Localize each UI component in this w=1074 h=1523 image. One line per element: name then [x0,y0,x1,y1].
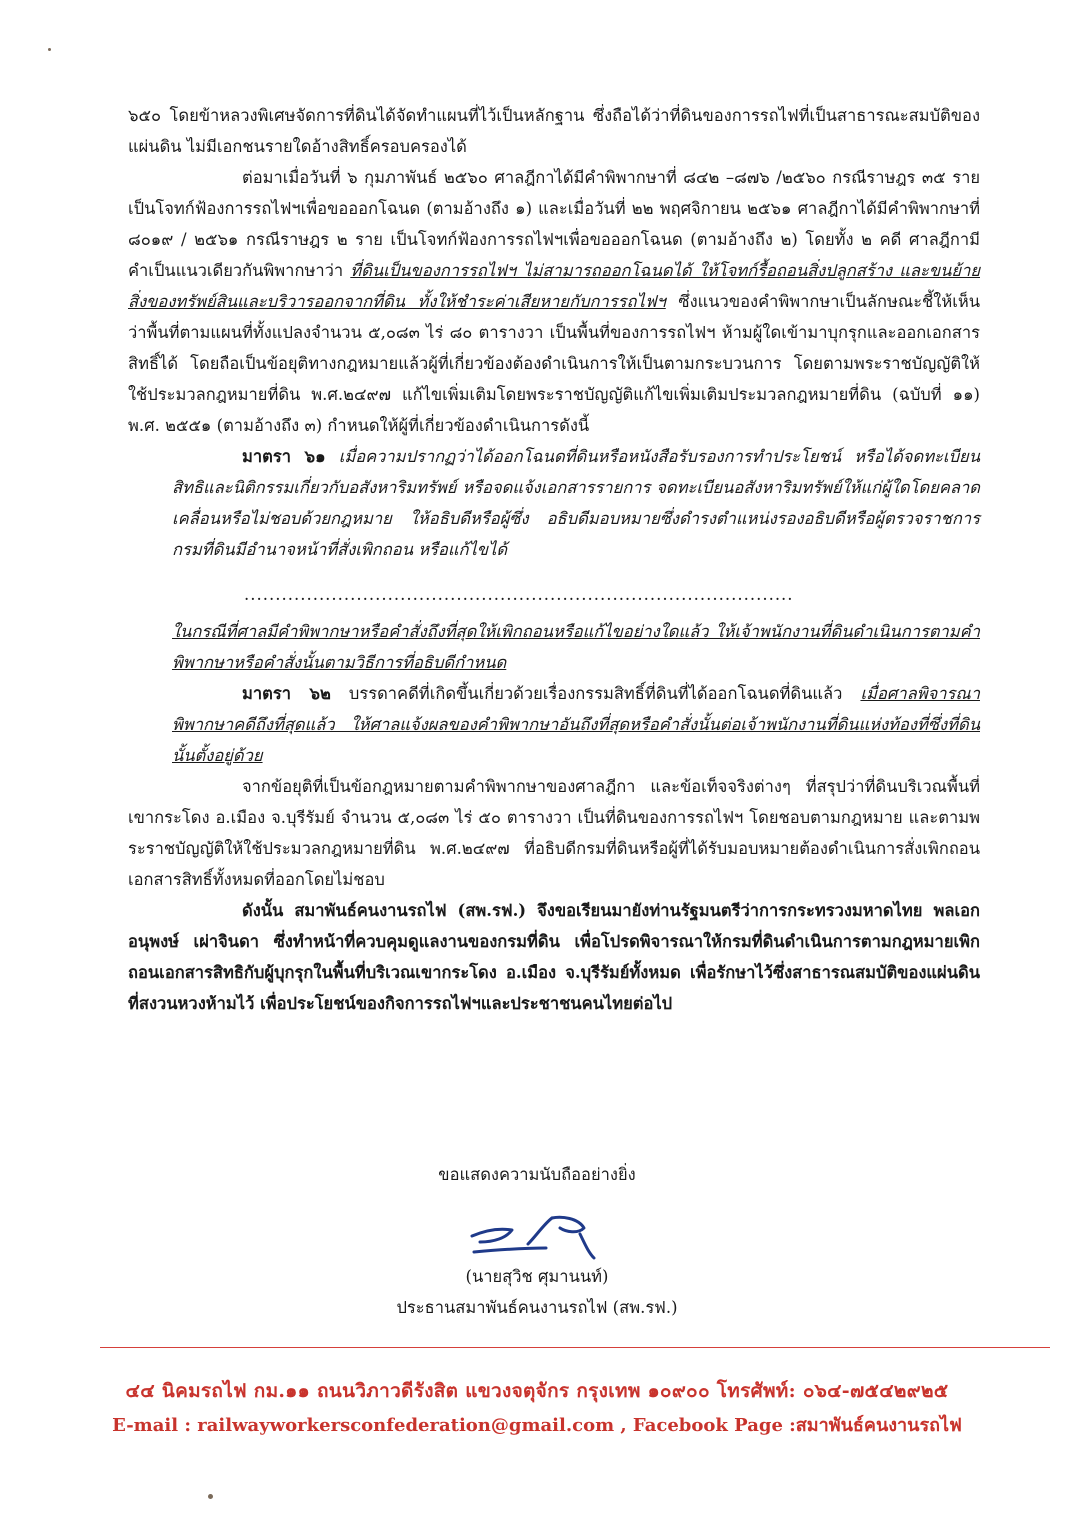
paragraph-conclusion: จากข้อยุติที่เป็นข้อกฎหมายตามคำพิพากษาของศาลฎีกา และข้อเท็จจริงต่างๆ ที่สรุปว่าที่ดินบริเวณพื้นที่เขากระโดง อ.เมือง จ.บุรีรัมย์ จำนวน ๕,๐๘๓ ไร่ ๕๐ ตารางวา เป็นที่ดินของการรถไฟฯ โดยชอบตามกฎหมาย และตามพระราชบัญญัติให้ใช้ประมวลกฎหมายที่ดิน พ.ศ.๒๔๙๗ ที่อธิบดีกรมที่ดินหรือผู้ที่ได้รับมอบหมายต้องดำเนินการสั่งเพิกถอนเอกสารสิทธิ์ทั้งหมดที่ออกโดยไม่ชอบ [128,777,980,889]
signature-mark [466,1212,616,1272]
section-62-text: บรรดาคดีที่เกิดขึ้นเกี่ยวด้วยเรื่องกรรมสิทธิ์ที่ดินที่ได้ออกโฉนดที่ดินแล้ว [330,684,861,703]
paragraph-request: ดังนั้น สมาพันธ์คนงานรถไฟ (สพ.รฟ.) จึงขอเรียนมายังท่านรัฐมนตรีว่าการกระทรวงมหาดไทย พลเอกอนุพงษ์ เผ่าจินดา ซึ่งทำหน้าที่ควบคุมดูแลงานของกรมที่ดิน เพื่อโปรดพิจารณาให้กรมที่ดินดำเนินการตามกฎหมายเพิกถอนเอกสารสิทธิกับผู้บุกรุกในพื้นที่บริเวณเขากระโดง อ.เมือง จ.บุรีรัมย์ทั้งหมด เพื่อรักษาไว้ซึ่งสาธารณสมบัติของแผ่นดิน ที่สงวนหวงห้ามไว้ เพื่อประโยชน์ของกิจการรถไฟฯและประชาชนคนไทยต่อไป [128,901,980,1013]
section-61-label: มาตรา ๖๑ [242,447,326,466]
court-ruling-underlined: ที่ดินเป็นของการรถไฟฯ ไม่สามารถออกโฉนดได้ ให้โจทก์รื้อถอนสิ่งปลูกสร้าง และขนย้ายสิ่งของทรัพย์สินและบริวารออกจากที่ดิน ทั้งให้ชำระค่าเสียหายกับการรถไฟฯ [128,261,980,311]
footer-contact: E-mail : railwayworkersconfederation@gmail.com , Facebook Page :สมาพันธ์คนงานรถไฟ [112,1415,962,1436]
ellipsis-dots: ........................................................................................ [244,585,794,604]
closing-salutation: ขอแสดงความนับถืออย่างยิ่ง [438,1165,636,1184]
letter-body [128,100,980,1019]
footer-divider [100,1347,1050,1348]
court-text-end: ซึ่งแนวของคำพิพากษาเป็นลักษณะชี้ให้เห็นว่าพื้นที่ตามแผนที่ทั้งแปลงจำนวน ๕,๐๘๓ ไร่ ๘๐ ตารางวา เป็นพื้นที่ของการรถไฟฯ ห้ามผู้ใดเข้ามาบุกรุกและออกเอกสารสิทธิ์ได้ โดยถือเป็นข้อยุติทางกฎหมายแล้วผู้ที่เกี่ยวข้องต้องดำเนินการให้เป็นตามกระบวนการ โดยตามพระราชบัญญัติให้ใช้ประมวลกฎหมายที่ดิน พ.ศ.๒๔๙๗ แก้ไขเพิ่มเติมโดยพระราชบัญญัติแก้ไขเพิ่มเติมประมวลกฎหมายที่ดิน (ฉบับที่ ๑๑) พ.ศ. ๒๕๕๑ (ตามอ้างถึง ๓) กำหนดให้ผู้ที่เกี่ยวข้องดำเนินการดังนี้ [128,292,980,435]
section-61-continuation: ในกรณีที่ศาลมีคำพิพากษาหรือคำสั่งถึงที่สุดให้เพิกถอนหรือแก้ไขอย่างใดแล้ว ให้เจ้าพนักงานที่ดินดำเนินการตามคำพิพากษาหรือคำสั่งนั้นตามวิธีการที่อธิบดีกำหนด [172,622,980,672]
section-62-label: มาตรา ๖๒ [242,684,331,703]
section-61-text: เมื่อความปรากฏว่าได้ออกโฉนดที่ดินหรือหนังสือรับรองการทำประโยชน์ หรือได้จดทะเบียนสิทธิและนิติกรรมเกี่ยวกับอสังหาริมทรัพย์ หรือจดแจ้งเอกสารรายการ จดทะเบียนอสังหาริมทรัพย์ให้แก่ผู้ใดโดยคลาดเคลื่อนหรือไม่ชอบด้วยกฎหมาย ให้อธิบดีหรือผู้ซึ่ง อธิบดีมอบหมายซึ่งดำรงตำแหน่งรองอธิบดีหรือผู้ตรวจราชการกรมที่ดินมีอำนาจหน้าที่สั่งเพิกถอน หรือแก้ไขได้ [172,447,980,559]
paragraph-land-history: ๖๕๐ โดยข้าหลวงพิเศษจัดการที่ดินได้จัดทำแผนที่ไว้เป็นหลักฐาน ซึ่งถือได้ว่าที่ดินของการรถไฟที่เป็นสาธารณะสมบัติของแผ่นดิน ไม่มีเอกชนรายใดอ้างสิทธิ์ครอบครองได้ [128,106,980,156]
scan-speck [208,1494,213,1499]
section-62-underlined: เมื่อศาลพิจารณาพิพากษาคดีถึงที่สุดแล้ว ให้ศาลแจ้งผลของคำพิพากษาอันถึงที่สุดหรือคำสั่งนั้นต่อเจ้าพนักงานที่ดินแห่งท้องที่ซึ่งที่ดินนั้นตั้งอยู่ด้วย [172,684,980,765]
paragraph-supreme-court [128,162,980,441]
scan-speck [48,48,51,51]
footer-address: ๔๔ นิคมรถไฟ กม.๑๑ ถนนวิภาวดีรังสิต แขวงจตุจักร กรุงเทพ ๑๐๙๐๐ โทรศัพท์: ๐๖๔-๗๕๔๒๙๒๕ [125,1380,949,1402]
section-61 [172,441,980,565]
signatory-name: (นายสุวิช ศุมานนท์) [465,1267,609,1286]
signatory-position: ประธานสมาพันธ์คนงานรถไฟ (สพ.รฟ.) [396,1298,678,1317]
court-text-start: ต่อมาเมื่อวันที่ ๖ กุมภาพันธ์ ๒๕๖๐ ศาลฎีกาได้มีคำพิพากษาที่ ๘๔๒ –๘๗๖ /๒๕๖๐ กรณีราษฎร ๓๕ ราย เป็นโจทก์ฟ้องการรถไฟฯเพื่อขอออกโฉนด (ตามอ้างถึง ๑) และเมื่อวันที่ ๒๒ พฤศจิกายน ๒๕๖๑ ศาลฎีกาได้มีคำพิพากษาที่ ๘๐๑๙ / ๒๕๖๑ กรณีราษฎร ๒ ราย เป็นโจทก์ฟ้องการรถไฟฯเพื่อขอออกโฉนด (ตามอ้างถึง ๒) โดยทั้ง ๒ คดี ศาลฎีกามีคำเป็นแนวเดียวกันพิพากษาว่า [128,168,980,280]
section-62 [172,678,980,771]
